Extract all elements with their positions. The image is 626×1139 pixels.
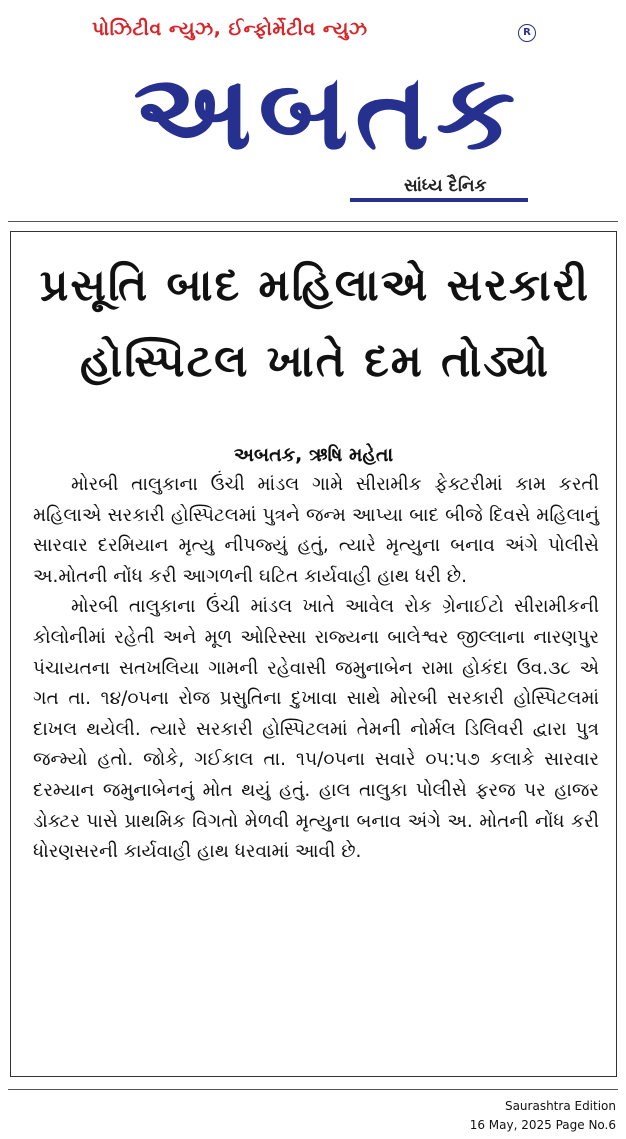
masthead-underline: [350, 198, 528, 202]
date-page-number: 16 May, 2025 Page No.6: [469, 1118, 616, 1132]
registered-mark-icon: R: [518, 24, 536, 42]
masthead: [0, 0, 626, 222]
article-paragraph: મોરબી તાલુકાના ઉંચી માંડલ ગામે સીરામીક ફેક્ટરીમાં કામ કરતી મહિલાએ સરકારી હોસ્પિટલમાં પુત્રને જન્મ આપ્યા બાદ બીજે દિવસે મહિલાનું સારવાર દરમિયાન મૃત્યુ નીપજ્યું હતું, ત્યારે મૃત્યુના બનાવ અંગે પોલીસે અ.મોતની નોંધ કરી આગળની ઘટિત કાર્યવાહી હાથ ધરી છે.: [33, 474, 599, 587]
top-divider: [8, 221, 618, 222]
article-paragraph: મોરબી તાલુકાના ઉંચી માંડલ ખાતે આવેલ રોક ગ્રેનાઈટો સીરામીકની કોલોનીમાં રહેતી અને મૂળ ઓરિસ્સા રાજ્યના બાલેશ્વર જીલ્લાના નારણપુર પંચાયતના સતખલિયા ગામની રહેવાસી જમુનાબેન રામા હોકંદા ઉવ.૩૮ એ ગત તા. ૧૪/૦૫ના રોજ પ્રસુતિના દુખાવા સાથે મોરબી સરકારી હોસ્પિટલમાં દાખલ થયેલી. ત્યારે સરકારી હોસ્પિટલમાં તેમની નોર્મલ ડિલિવરી દ્વારા પુત્ર જન્મ્યો હતો. જોકે, ગઈકાલ તા. ૧૫/૦૫ના સવારે ૦૫:૫૭ કલાકે સારવાર દરમ્યાન જમુનાબેનનું મોત થયું હતું. હાલ તાલુકા પોલીસે ફરજ પર હાજર ડોક્ટર પાસે પ્રાથમિક વિગતો મેળવી મૃત્યુના બનાવ અંગે અ. મોતની નોંધ કરી ધોરણસરની કાર્યવાહી હાથ ધરવામાં આવી છે.: [33, 596, 599, 863]
article-byline: અબતક, ઋષિ મહેતા: [233, 444, 394, 466]
article-headline: પ્રસૂતિ બાદ મહિલાએ સરકારી હોસ્પિટલ ખાતે દમ તોડ્યો: [39, 260, 591, 387]
bottom-divider: [8, 1089, 618, 1090]
article-body: [33, 470, 599, 868]
newspaper-logo: અબતક: [133, 51, 522, 173]
article-box: [10, 231, 617, 1077]
edition-name: Saurashtra Edition: [504, 1099, 616, 1113]
masthead-tagline: પોઝિટીવ ન્યુઝ, ઈન્ફોર્મેટીવ ન્યુઝ: [92, 18, 368, 40]
page-footer: [470, 1097, 616, 1135]
edition-type-label: સાંધ્ય દૈનિક: [404, 176, 487, 196]
